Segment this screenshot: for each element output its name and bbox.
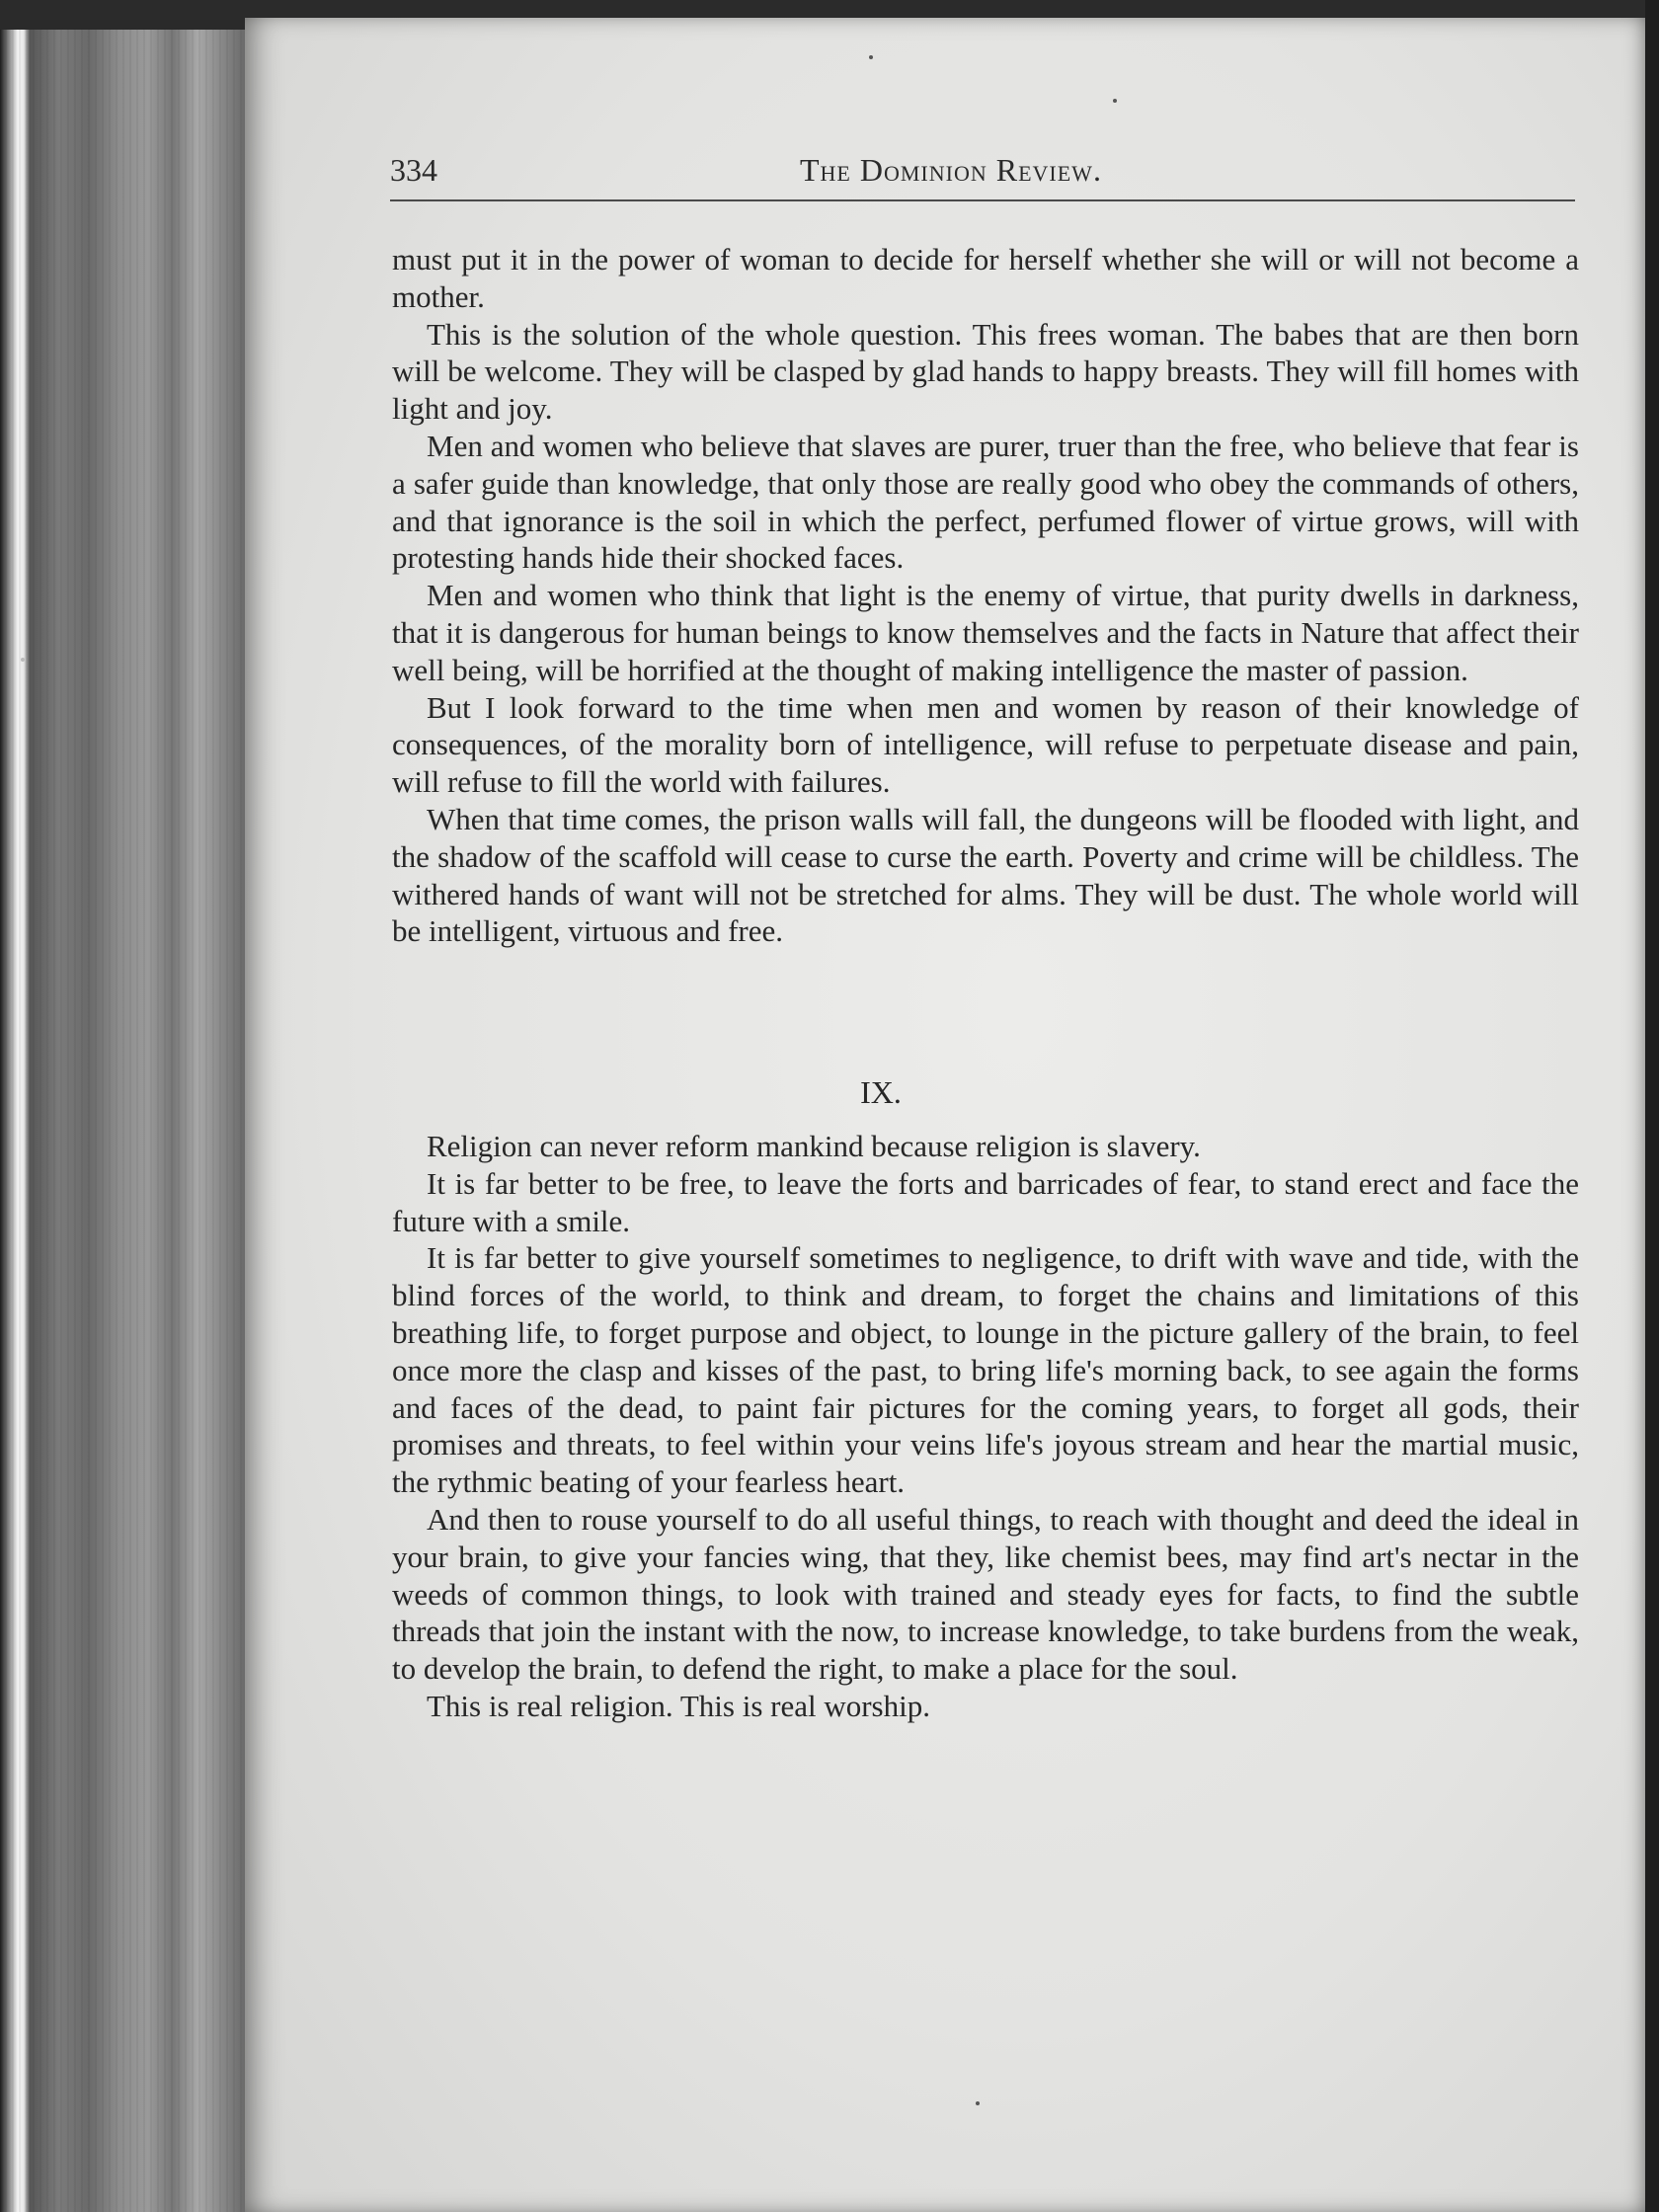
page-edge-lines xyxy=(0,30,257,2212)
ink-speck xyxy=(976,2101,980,2105)
paragraph: It is far better to be free, to leave the forts and barricades of fear, to stand erect and face the future with a smile. xyxy=(392,1165,1579,1238)
paragraph: And then to rouse yourself to do all useful things, to reach with thought and deed the ideal in your brain, to give your fancies wing, that they, like chemist bees, may find art's nectar in the weeds of common things, to look with trained and steady eyes for facts, to find the subtle threads that join the instant with the now, to increase knowledge, to take burdens from the weak, to develop the brain, to defend the right, to make a place for the soul. xyxy=(392,1501,1579,1687)
paragraph: This is the solution of the whole question. This frees woman. The babes that are then born will be welcome. They will be clasped by glad hands to happy breasts. They will fill homes with light and joy. xyxy=(392,316,1579,427)
paragraph: must put it in the power of woman to decide for herself whether she will or will not become a mother. xyxy=(392,242,1579,314)
running-title: The Dominion Review. xyxy=(800,152,1102,188)
body-text-before-section xyxy=(392,241,1579,950)
paragraph: But I look forward to the time when men and women by reason of their knowledge of consequences, of the morality born of intelligence, will refuse to perpetuate disease and pain, will refuse to fill the world with failures. xyxy=(392,689,1579,800)
paragraph: Men and women who believe that slaves are purer, truer than the free, who believe that fear is a safer guide than knowledge, that only those are really good who obey the commands of others, and that ignorance is the soil in which the perfect, perfumed flower of virtue grows, will with protesting hands hide their shocked faces. xyxy=(392,428,1579,576)
page-number: 334 xyxy=(390,152,437,188)
book-page-edges xyxy=(0,30,257,2212)
paragraph: It is far better to give yourself sometimes to negligence, to drift with wave and tide, with the blind forces of the world, to think and dream, to forget the chains and limitations of this breathing life, to forget purpose and object, to lounge in the picture gallery of the brain, to feel once more the clasp and kisses of the past, to bring life's morning back, to see again the forms and faces of the dead, to paint fair pictures for the coming years, to forget all gods, their promises and threats, to feel within your veins life's joyous stream and hear the martial music, the rythmic beating of your fearless heart. xyxy=(392,1240,1579,1500)
section-heading xyxy=(0,1074,1659,1111)
ink-speck xyxy=(1113,99,1117,103)
ink-speck xyxy=(869,55,873,59)
paragraph: Men and women who think that light is the enemy of virtue, that purity dwells in darkness, that it is dangerous for human beings to know themselves and the facts in Nature that affect their well being, will be horrified at the thought of making intelligence the master of passion. xyxy=(392,578,1579,687)
body-text-after-section xyxy=(392,1128,1579,1725)
scan-top-border xyxy=(0,0,1659,20)
paragraph: This is real religion. This is real worship. xyxy=(427,1688,930,1723)
section-heading-text: IX. xyxy=(860,1074,902,1110)
ink-speck xyxy=(21,658,25,662)
paragraph: Religion can never reform mankind because religion is slavery. xyxy=(427,1129,1201,1163)
paragraph: When that time comes, the prison walls will fall, the dungeons will be flooded with light, and the shadow of the scaffold will cease to curse the earth. Poverty and crime will be childless. The withered hands of want will not be stretched for alms. They will be dust. The whole world will be intelligent, virtuous and free. xyxy=(392,801,1579,949)
header-rule xyxy=(390,199,1575,201)
